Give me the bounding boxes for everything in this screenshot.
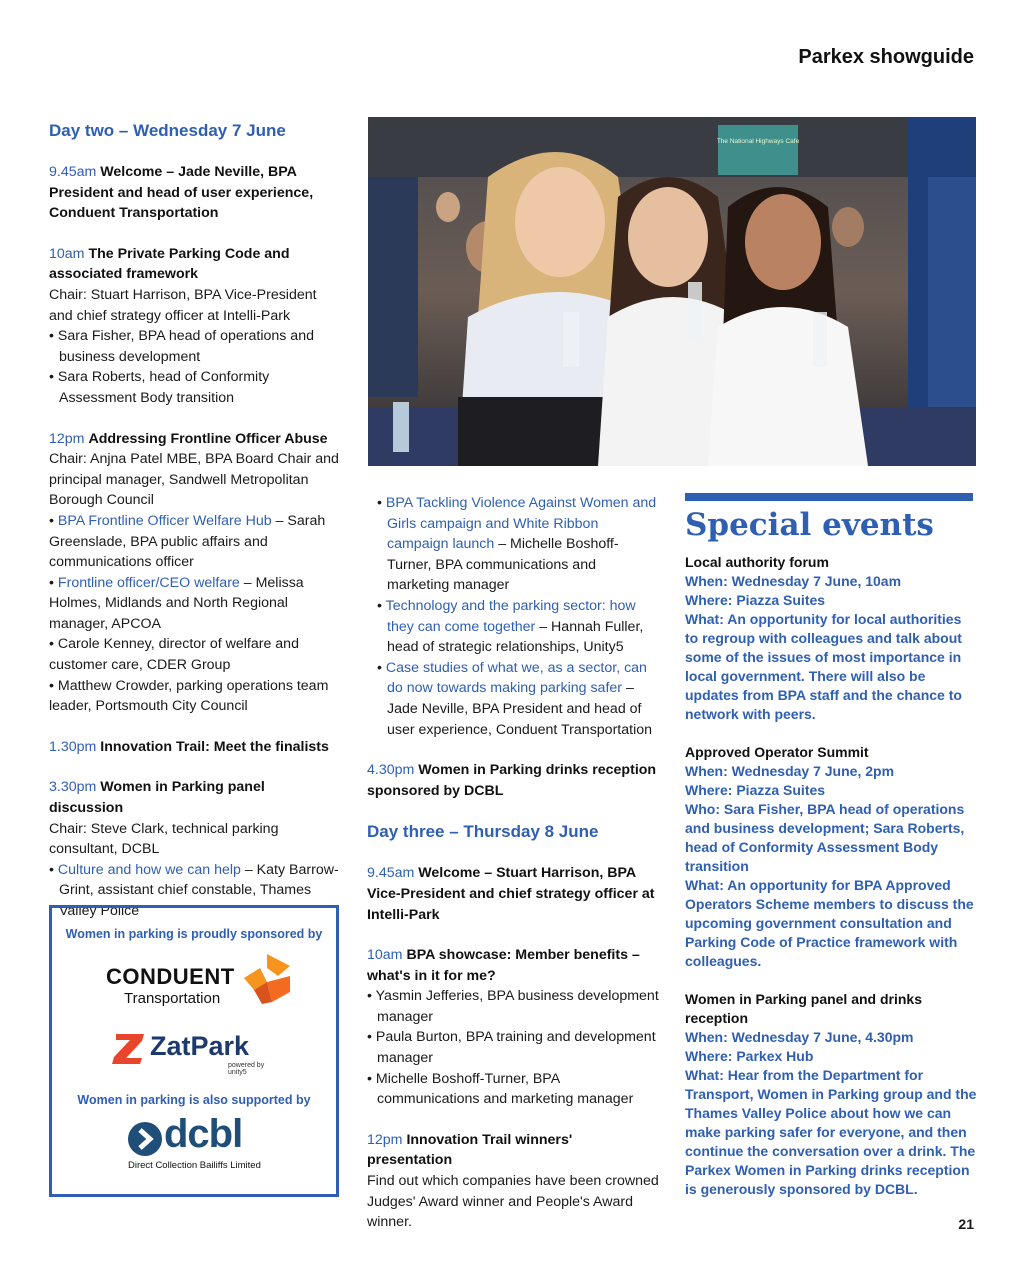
sponsor-label: Women in parking is also supported by: [77, 1093, 311, 1107]
session-body: Find out which companies have been crowned Judges' Award winner and People's Award winner.: [367, 1173, 659, 1231]
session-women-in-parking: [49, 777, 341, 921]
sponsor-box: [49, 905, 339, 1197]
event-when: [685, 762, 977, 781]
speaker-text: – Jade Neville, BPA President and head of user experience, Conduent Transportation: [387, 680, 652, 738]
bullet: •: [49, 861, 58, 878]
value-when: : Wednesday 7 June, 4.30pm: [723, 1029, 914, 1045]
zatpark-wordmark: ZatPark: [150, 1031, 250, 1061]
value-what: : Hear from the Department for Transport, Women in Parking group and the Thames Valley Police about how we can make parking safer for everyone, and then continue the conversation over a drink. The Parkex Women in Parking drinks reception is generously sponsored by DCBL.: [685, 1067, 977, 1197]
culture-link[interactable]: Culture and how we can help: [57, 861, 241, 878]
session-title: Innovation Trail: Meet the finalists: [100, 738, 329, 755]
case-studies-link[interactable]: Case studies of what we, as a sector, can do now towards making parking safer: [385, 659, 647, 697]
conduent-mark-icon: [244, 954, 290, 1004]
speaker-item: [377, 658, 659, 740]
session-title: The Private Parking Code and associated framework: [49, 245, 290, 283]
session-innovation-trail: [49, 737, 341, 758]
session-title: Addressing Frontline Officer Abuse: [88, 430, 328, 447]
conduent-subtitle: Transportation: [124, 990, 221, 1007]
label-who: Who: [685, 801, 716, 817]
photo-sign: The National Highways Cafe: [716, 138, 800, 145]
session-drinks-reception: [367, 760, 659, 801]
event-who: [685, 800, 977, 876]
event-where: [685, 591, 977, 610]
column-middle: [367, 493, 659, 1253]
speaker-item: [377, 493, 659, 596]
special-events-title: Special events: [685, 507, 934, 543]
technology-link[interactable]: Technology and the parking sector: how they can come together: [385, 597, 636, 635]
event-what: [685, 610, 977, 724]
label-where: Where: [685, 592, 728, 608]
session-frontline-abuse: [49, 429, 341, 717]
bullet: •: [377, 597, 386, 614]
speaker-item: • Matthew Crowder, parking operations team leader, Portsmouth City Council: [49, 677, 329, 715]
dcbl-logo: [128, 1112, 268, 1174]
accent-bar: [685, 493, 973, 501]
value-where: : Parkex Hub: [727, 1048, 814, 1064]
event-local-authority-forum: [685, 553, 977, 724]
bullet: •: [377, 495, 386, 511]
session-welcome: [49, 162, 341, 224]
session-title: BPA showcase: Member benefits – what's in it for me?: [367, 947, 640, 984]
day-three-heading: Day three – Thursday 8 June: [367, 822, 599, 842]
session-time: 9.45am: [49, 164, 97, 180]
speaker-item: • Michelle Boshoff-Turner, BPA communications and marketing manager: [367, 1070, 634, 1108]
bullet: •: [49, 512, 58, 529]
value-where: : Piazza Suites: [727, 782, 826, 798]
value-where: : Piazza Suites: [727, 592, 826, 608]
label-when: When: [685, 763, 724, 779]
session-time: 10am: [367, 947, 403, 964]
event-name: Local authority forum: [685, 554, 829, 570]
zatpark-z-icon: [112, 1032, 146, 1066]
speaker-item: • Yasmin Jefferies, BPA business development manager: [367, 988, 659, 1025]
speaker-item: • Sara Fisher, BPA head of operations and business development: [49, 328, 314, 365]
speaker-item: [49, 573, 341, 635]
session-title: Innovation Trail winners' presentation: [367, 1131, 573, 1169]
session-trail-winners: [367, 1130, 659, 1233]
dcbl-wordmark: dcbl: [164, 1112, 243, 1156]
session-chair: Chair: Steve Clark, technical parking consultant, DCBL: [49, 820, 279, 858]
speaker-item: • Paula Burton, BPA training and development manager: [367, 1029, 656, 1067]
label-when: When: [685, 1029, 724, 1045]
ceo-welfare-link[interactable]: Frontline officer/CEO welfare: [57, 574, 240, 591]
speaker-item: [49, 511, 341, 573]
session-time: 3.30pm: [49, 779, 97, 796]
conduent-logo: [106, 954, 296, 1012]
label-where: Where: [685, 782, 728, 798]
conduent-wordmark: CONDUENT: [106, 964, 235, 989]
session-time: 1.30pm: [49, 738, 97, 755]
session-title: Welcome – Jade Neville, BPA President and head of user experience, Conduent Transportation: [49, 164, 314, 222]
session-time: 12pm: [367, 1131, 403, 1148]
session-welcome-day3: [367, 863, 659, 925]
session-bpa-showcase: [367, 945, 659, 1110]
value-who: : Sara Fisher, BPA head of operations and business development; Sara Roberts, head of Conformity Assessment Body transition: [685, 801, 965, 874]
event-women-in-parking-reception: [685, 990, 977, 1199]
tackling-violence-link[interactable]: BPA Tackling Violence Against Women and Girls campaign and White Ribbon campaign launch: [385, 495, 657, 553]
label-what: What: [685, 1067, 720, 1083]
running-header: Parkex showguide: [798, 46, 974, 68]
welfare-hub-link[interactable]: BPA Frontline Officer Welfare Hub: [57, 512, 272, 529]
event-when: [685, 572, 977, 591]
session-time: 9.45am: [367, 865, 415, 882]
event-name: Approved Operator Summit: [685, 744, 869, 760]
session-title: Women in Parking panel discussion: [49, 779, 265, 817]
session-title: Welcome – Stuart Harrison, BPA Vice-President and chief strategy officer at Intelli-Park: [367, 865, 655, 923]
bullet: •: [49, 574, 58, 591]
session-time: 10am: [49, 245, 85, 262]
speaker-item: • Carole Kenney, director of welfare and customer care, CDER Group: [49, 636, 299, 674]
dcbl-subtitle: Direct Collection Bailiffs Limited: [128, 1160, 261, 1171]
event-name: Women in Parking panel and drinks reception: [685, 991, 923, 1026]
label-where: Where: [685, 1048, 728, 1064]
session-women-in-parking-cont: [367, 493, 659, 740]
speaker-item: • Sara Roberts, head of Conformity Assessment Body transition: [49, 369, 270, 406]
value-what: : An opportunity for BPA Approved Operators Scheme members to discuss the upcoming government consultation and Parking Code of Practice framework with colleagues.: [685, 877, 974, 969]
value-what: : An opportunity for local authorities to regroup with colleagues and talk about some of the issues of most importance in local government. There will also be updates from BPA staff and the chance to network with peers.: [685, 611, 962, 722]
value-when: : Wednesday 7 June, 2pm: [723, 763, 895, 779]
speaker-text: – Sarah Greenslade, BPA public affairs and communications officer: [49, 512, 326, 571]
label-what: What: [685, 611, 720, 627]
speaker-text: – Hannah Fuller, head of strategic relationships, Unity5: [387, 618, 644, 656]
event-where: [685, 1047, 977, 1066]
event-where: [685, 781, 977, 800]
dcbl-chevron-icon: [128, 1122, 162, 1156]
bullet: •: [377, 659, 386, 676]
session-chair: Chair: Stuart Harrison, BPA Vice-President and chief strategy officer at Intelli-Park: [49, 286, 317, 324]
session-private-parking-code: [49, 244, 341, 409]
label-when: When: [685, 573, 724, 589]
label-what: What: [685, 877, 720, 893]
event-what: [685, 876, 977, 971]
speaker-text: – Michelle Boshoff-Turner, BPA communications and marketing manager: [387, 536, 619, 594]
event-when: [685, 1028, 977, 1047]
value-when: : Wednesday 7 June, 10am: [723, 573, 902, 589]
zatpark-subtitle: powered by unity5: [228, 1062, 265, 1076]
session-time: 4.30pm: [367, 762, 415, 779]
speaker-item: [377, 596, 659, 658]
event-approved-operator-summit: [685, 743, 977, 971]
session-title: Women in Parking drinks reception sponsored by DCBL: [367, 762, 657, 799]
event-photo: [368, 117, 976, 466]
session-chair: Chair: Anjna Patel MBE, BPA Board Chair and principal manager, Sandwell Metropolitan Borough Council: [49, 451, 339, 509]
speaker-text: – Melissa Holmes, Midlands and North Regional manager, APCOA: [49, 574, 304, 632]
speaker-text: – Katy Barrow-Grint, assistant chief constable, Thames Valley Police: [59, 861, 339, 919]
photo-three-women: [368, 117, 976, 466]
session-time: 12pm: [49, 430, 85, 447]
zatpark-logo: [112, 1030, 282, 1076]
column-day-two: [49, 120, 341, 942]
day-two-heading: Day two – Wednesday 7 June: [49, 121, 286, 140]
special-events-panel: [685, 493, 977, 1218]
sponsor-label: Women in parking is proudly sponsored by: [65, 927, 323, 941]
event-what: [685, 1066, 977, 1199]
page-number: 21: [958, 1216, 974, 1232]
